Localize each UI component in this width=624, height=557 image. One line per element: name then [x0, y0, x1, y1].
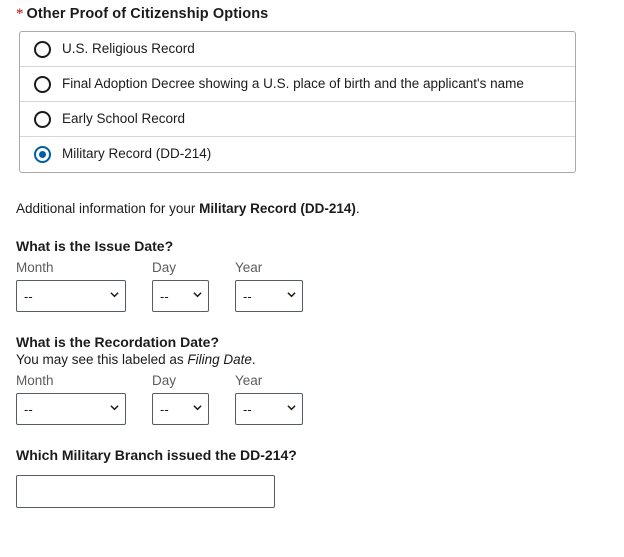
radio-option-military-record[interactable]	[20, 137, 575, 172]
recordation-date-year-field	[235, 373, 303, 425]
radio-icon[interactable]	[34, 41, 51, 58]
required-asterisk: *	[16, 6, 24, 22]
chevron-down-icon	[193, 403, 202, 412]
recordation-date-day-value: --	[160, 401, 169, 417]
issue-date-year-select[interactable]	[235, 280, 303, 312]
recordation-date-section	[16, 334, 624, 425]
recordation-date-day-field	[152, 373, 209, 425]
radio-option-label: Early School Record	[62, 110, 186, 126]
radio-option-label: U.S. Religious Record	[62, 40, 195, 56]
recordation-hint-emphasis: Filing Date	[187, 352, 252, 367]
recordation-date-year-label: Year	[235, 373, 263, 388]
chevron-down-icon	[110, 290, 119, 299]
recordation-date-month-select[interactable]	[16, 393, 126, 425]
issue-date-section	[16, 238, 624, 312]
recordation-date-year-select[interactable]	[235, 393, 303, 425]
recordation-date-day-label: Day	[152, 373, 177, 388]
additional-info-prefix: Additional information for your	[16, 201, 200, 216]
recordation-date-year-value: --	[243, 401, 252, 417]
recordation-date-fields	[16, 373, 624, 425]
issue-date-day-label: Day	[152, 260, 177, 275]
radio-option-early-school-record[interactable]	[20, 102, 575, 137]
recordation-date-month-value: --	[24, 401, 33, 417]
other-proof-of-citizenship-radio-group	[19, 31, 576, 173]
radio-icon[interactable]	[34, 111, 51, 128]
issue-date-month-value: --	[24, 288, 33, 304]
legend-label: Other Proof of Citizenship Options	[26, 6, 269, 22]
radio-option-label: Military Record (DD-214)	[62, 146, 212, 162]
recordation-hint-suffix: .	[251, 352, 256, 367]
radio-icon-selected[interactable]	[34, 146, 51, 163]
issue-date-title: What is the Issue Date?	[16, 238, 174, 254]
additional-info-document: Military Record (DD-214)	[199, 201, 356, 216]
military-branch-input[interactable]	[16, 475, 275, 508]
radio-option-religious-record[interactable]	[20, 32, 575, 67]
radio-option-label: Final Adoption Decree showing a U.S. place of birth and the applicant's name	[62, 75, 524, 91]
legend	[0, 0, 624, 22]
radio-icon[interactable]	[34, 76, 51, 93]
issue-date-year-value: --	[243, 288, 252, 304]
recordation-date-title: What is the Recordation Date?	[16, 334, 220, 350]
issue-date-month-label: Month	[16, 260, 54, 275]
chevron-down-icon	[287, 290, 296, 299]
issue-date-month-field	[16, 260, 126, 312]
issue-date-year-field	[235, 260, 303, 312]
military-branch-section	[16, 447, 624, 508]
recordation-date-month-label: Month	[16, 373, 54, 388]
additional-info-text	[16, 201, 624, 216]
recordation-date-hint	[16, 352, 624, 367]
recordation-date-month-field	[16, 373, 126, 425]
issue-date-day-select[interactable]	[152, 280, 209, 312]
issue-date-day-field	[152, 260, 209, 312]
chevron-down-icon	[287, 403, 296, 412]
chevron-down-icon	[110, 403, 119, 412]
issue-date-year-label: Year	[235, 260, 263, 275]
issue-date-day-value: --	[160, 288, 169, 304]
military-branch-title: Which Military Branch issued the DD-214?	[16, 447, 297, 463]
chevron-down-icon	[193, 290, 202, 299]
issue-date-month-select[interactable]	[16, 280, 126, 312]
radio-option-final-adoption-decree[interactable]	[20, 67, 575, 102]
additional-info-suffix: .	[355, 201, 360, 216]
recordation-date-day-select[interactable]	[152, 393, 209, 425]
issue-date-fields	[16, 260, 624, 312]
recordation-hint-prefix: You may see this labeled as	[16, 352, 188, 367]
